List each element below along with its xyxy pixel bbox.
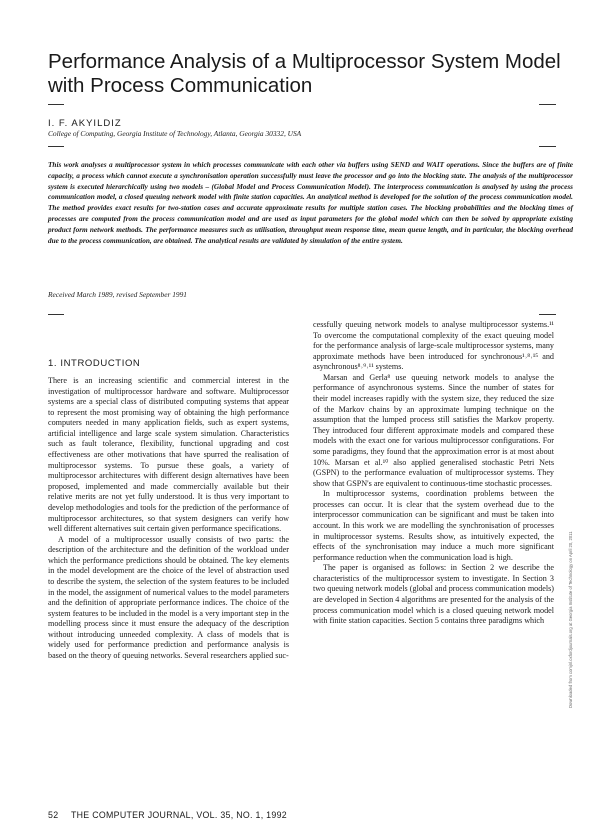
header-rule-left: [48, 104, 64, 105]
left-column: [48, 376, 289, 662]
abstract-end-rule-left: [48, 314, 64, 315]
author-name: I. F. AKYILDIZ: [48, 118, 122, 129]
author-affiliation: College of Computing, Georgia Institute of Technology, Atlanta, Georgia 30332, USA: [48, 129, 302, 138]
received-date: Received March 1989, revised September 1991: [48, 290, 188, 299]
abstract-end-rule-right: [539, 314, 556, 315]
journal-citation: THE COMPUTER JOURNAL, VOL. 35, NO. 1, 1992: [70, 810, 287, 820]
body-paragraph: In multiprocessor systems, coordination problems between the processes can occur. It is clear that the system overhead due to the interprocessor communication can be significant and must be taken into account. In this work we are modelling the synchronisation of processes in multiprocessor systems. Results show, as intuitively expected, the effects of the synchronisation may induce a much more significant performance reduction when the communication load is high.: [313, 489, 554, 562]
abstract: This work analyses a multiprocessor system in which processes communicate with each other via buffers using SEND and WAIT operations. Since the buffers are of finite capacity, a process which cannot execute a synchronisation operation successfully must leave the processor and go into the blocking state. The analysis of the multiprocessor system is executed hierarchically using two models – (Global Model and Process Communication Model). The interprocess communication is analysed by using the process communication model, a closed queuing network model with finite station capacities. An analytical method is developed for the solution of the process communication model. The method provides exact results for two-station cases and accurate approximate results for multiple station cases. The blocking probabilities and the blocking times of processes are computed from the process communication model and are used as input parameters for the global model which can then be solved by appropriate existing product form network methods. The performance measures such as utilisation, throughput mean response time, mean queue length, and in particular, the blocking overhead due to the process communication, are obtained. The analytical results are validated by simulation of the entire system.: [48, 161, 573, 245]
abstract-rule-left: [48, 146, 64, 147]
body-paragraph: A model of a multiprocessor usually consists of two parts: the description of the architecture and the definition of the workload under which the performance predictions should be obtained. The key elements in the model development are the choice of the level of abstraction used to describe the system, the selection of the system features to be included in the model, the assignment of numerical values to the model parameters and the definition of appropriate performance indices. The choice of the system features to be included in the model is a very important step in the modelling process since it must ensure the adequacy of the description without introducing unneeded complexity. A class of models that is widely used for performance prediction and performance analysis is based on the theory of queuing networks. Several researchers applied suc-: [48, 534, 289, 661]
article-title: Performance Analysis of a Multiprocessor System Model with Process Communication: [48, 50, 561, 97]
right-column: [313, 320, 554, 627]
abstract-rule-right: [539, 146, 556, 147]
body-paragraph: cessfully queuing network models to analyse multiprocessor systems.¹¹ To overcome the computational complexity of the exact queuing model for the performance analysis of large-scale multiprocessor systems, many approximate methods have been introduced for synchronous¹˒⁸˒¹⁵ and asynchronous⁸˒⁹˒¹¹ systems.: [313, 320, 554, 372]
body-paragraph: The paper is organised as follows: in Section 2 we describe the characteristics of the multiprocessor system to investigate. In Section 3 two queuing network models (global and process communication models) are developed in Section 4 algorithms are presented for the analysis of the process communication model which is a closed queuing network model with finite station capacities. Section 5 contains three paradigms which: [313, 563, 554, 626]
section-heading: 1. INTRODUCTION: [48, 358, 141, 369]
body-paragraph: There is an increasing scientific and commercial interest in the investigation of multiprocessor hardware and software. Multiprocessor systems are a special class of distributed computing systems that appear to represent the most promising way of obtaining the high performance computers needed in many application fields, such as expert systems, artificial intelligence and large scale system simulation. Characteristics such as fault tolerance, flexibility, functional upgrading and cost effectiveness are other motivations that have spurred the realisation of multiprocessor systems. To pursue these goals, a variety of multiprocessor architectures with different design alternatives have been proposed, implemented and made commercially available but their relative merits are not yet fully understood. It is thus very important to develop methodologies and tools for the prediction of the performance of multiprocessor architectures, so that system designers can verify how well different alternatives suit certain given performance specifications.: [48, 376, 289, 534]
body-paragraph: Marsan and Gerla⁸ use queuing network models to analyse the performance of asynchronous systems. Since the number of states for their model increases rapidly with the system size, they reduced the size of the Markov chains by an approximate lumping technique on the assumption that the lumped process still satisfies the Markov property. They introduced four different approximate models and compared these models with the exact one for various multiprocessor configurations. For some paradigms, they found that the approximation error is at most about 10%. Marsan et al.¹⁰ also applied generalised stochastic Petri Nets (GSPN) to the performance evaluation of multiprocessor systems. They show that GSPN's are equivalent to continuous-time stochastic processes.: [313, 372, 554, 488]
page-number: 52: [48, 810, 59, 820]
download-watermark: Downloaded from comjnl.oxfordjournals.org at Georgia Institute of Technology on April 20, 2011: [568, 531, 573, 708]
page-footer: [48, 810, 287, 820]
header-rule-right: [539, 104, 556, 105]
